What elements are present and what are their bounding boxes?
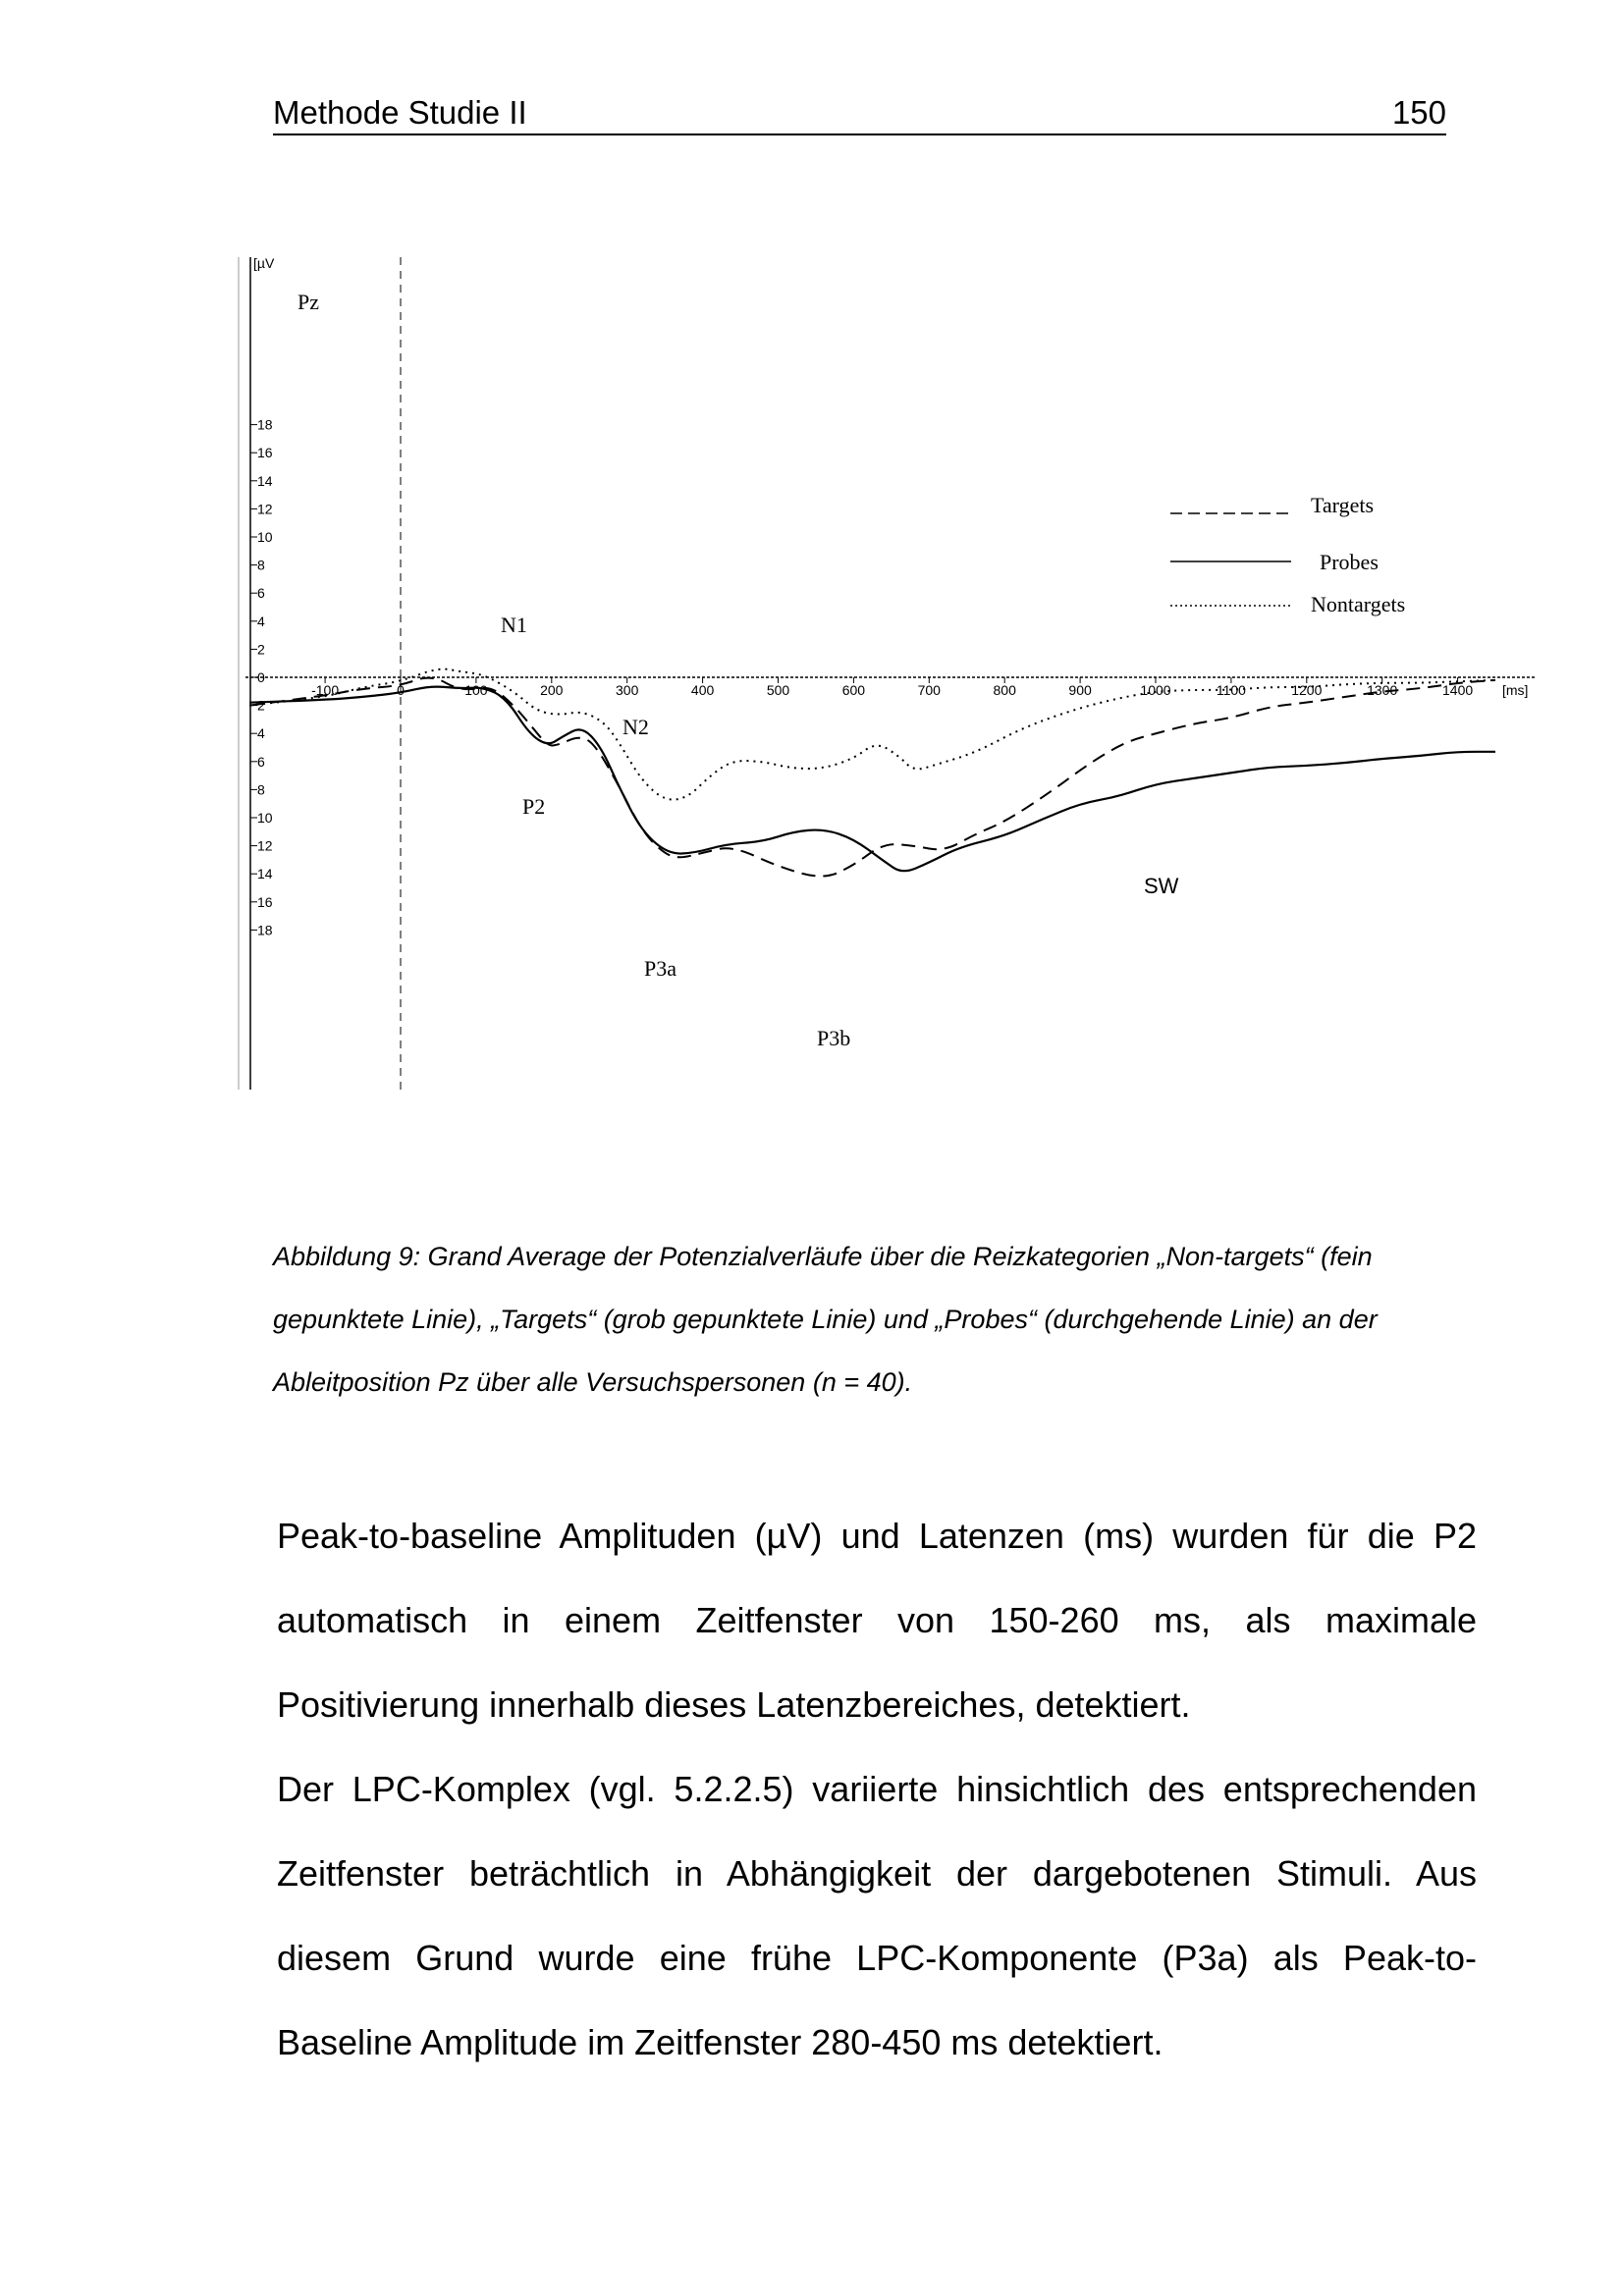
y-tick-label: 10	[257, 810, 273, 826]
component-label-sw: SW	[1144, 874, 1179, 898]
y-tick-label: 12	[257, 501, 273, 517]
erp-figure	[0, 0, 1623, 1129]
y-tick-label: 0	[257, 669, 265, 685]
y-ticks	[250, 417, 273, 938]
legend	[1170, 493, 1405, 616]
y-tick-label: 6	[257, 585, 265, 602]
y-tick-label: 18	[257, 922, 273, 938]
x-tick-label: 900	[1068, 682, 1092, 698]
paragraph: Der LPC-Komplex (vgl. 5.2.2.5) variierte hinsichtlich des entsprechenden Zeitfenster beträchtlich in Abhängigkeit der dargebotenen Stimuli. Aus diesem Grund wurde eine frühe LPC-Komponente (P3a) als Peak-to-Baseline Amplitude im Zeitfenster 280-450 ms detektiert.	[277, 1769, 1477, 2062]
y-tick-label: 12	[257, 837, 273, 854]
x-tick-label: 600	[841, 682, 866, 698]
component-label-n2: N2	[622, 715, 649, 739]
y-tick-label: 16	[257, 893, 273, 910]
x-ticks	[311, 677, 1528, 698]
x-tick-label: 500	[766, 682, 790, 698]
component-label-p3b: P3b	[817, 1026, 851, 1050]
legend-label-nontargets: Nontargets	[1311, 592, 1406, 616]
x-tick-label: -100	[311, 682, 340, 698]
y-tick-label: 14	[257, 866, 273, 882]
x-tick-label: 1400	[1442, 682, 1474, 698]
y-tick-label: 16	[257, 445, 273, 461]
legend-label-targets: Targets	[1311, 493, 1375, 517]
component-label-n1: N1	[501, 613, 527, 637]
legend-label-probes: Probes	[1320, 550, 1379, 574]
y-tick-label: 4	[257, 725, 265, 742]
component-label-p3a: P3a	[644, 956, 676, 981]
x-axis-unit-label: [ms]	[1502, 682, 1529, 698]
x-tick-label: 700	[917, 682, 941, 698]
y-tick-label: 18	[257, 416, 273, 433]
y-axis-unit-label: [µV	[253, 255, 275, 271]
figure-caption: Abbildung 9: Grand Average der Potenzialverläufe über die Reizkategorien „Non-targets“ (fein gepunktete Linie), „Targets“ (grob gepunktete Linie) und „Probes“ (durchgehende Linie) an der Ableitposition Pz über alle Versuchspersonen (n = 40).	[273, 1242, 1378, 1397]
y-tick-label: 4	[257, 613, 265, 629]
x-tick-label: 0	[397, 682, 405, 698]
x-tick-label: 200	[540, 682, 564, 698]
x-tick-label: 800	[993, 682, 1016, 698]
y-tick-label: 14	[257, 472, 273, 489]
component-label-p2: P2	[522, 794, 546, 819]
running-title: Methode Studie II	[273, 94, 527, 131]
x-tick-label: 300	[616, 682, 639, 698]
y-tick-label: 10	[257, 529, 273, 545]
series-line-probes	[249, 687, 1495, 872]
series-line-targets	[249, 678, 1495, 877]
y-tick-label: 2	[257, 697, 265, 714]
y-tick-label: 6	[257, 753, 265, 770]
x-tick-label: 1300	[1367, 682, 1398, 698]
x-tick-label: 1100	[1216, 682, 1246, 698]
page-number: 150	[1391, 94, 1446, 131]
y-tick-label: 2	[257, 641, 265, 658]
paragraph: Peak-to-baseline Amplituden (µV) und Latenzen (ms) wurden für die P2 automatisch in einem Zeitfenster von 150-260 ms, als maximale Positivierung innerhalb dieses Latenzbereiches, detektiert.	[277, 1516, 1477, 1725]
electrode-label: Pz	[298, 290, 319, 314]
x-tick-label: 1200	[1291, 682, 1323, 698]
x-tick-label: 100	[464, 682, 488, 698]
x-tick-label: 400	[690, 682, 715, 698]
y-tick-label: 8	[257, 781, 265, 798]
x-tick-label: 1000	[1140, 682, 1171, 698]
body-text	[277, 1494, 1477, 2085]
y-tick-label: 8	[257, 557, 265, 573]
